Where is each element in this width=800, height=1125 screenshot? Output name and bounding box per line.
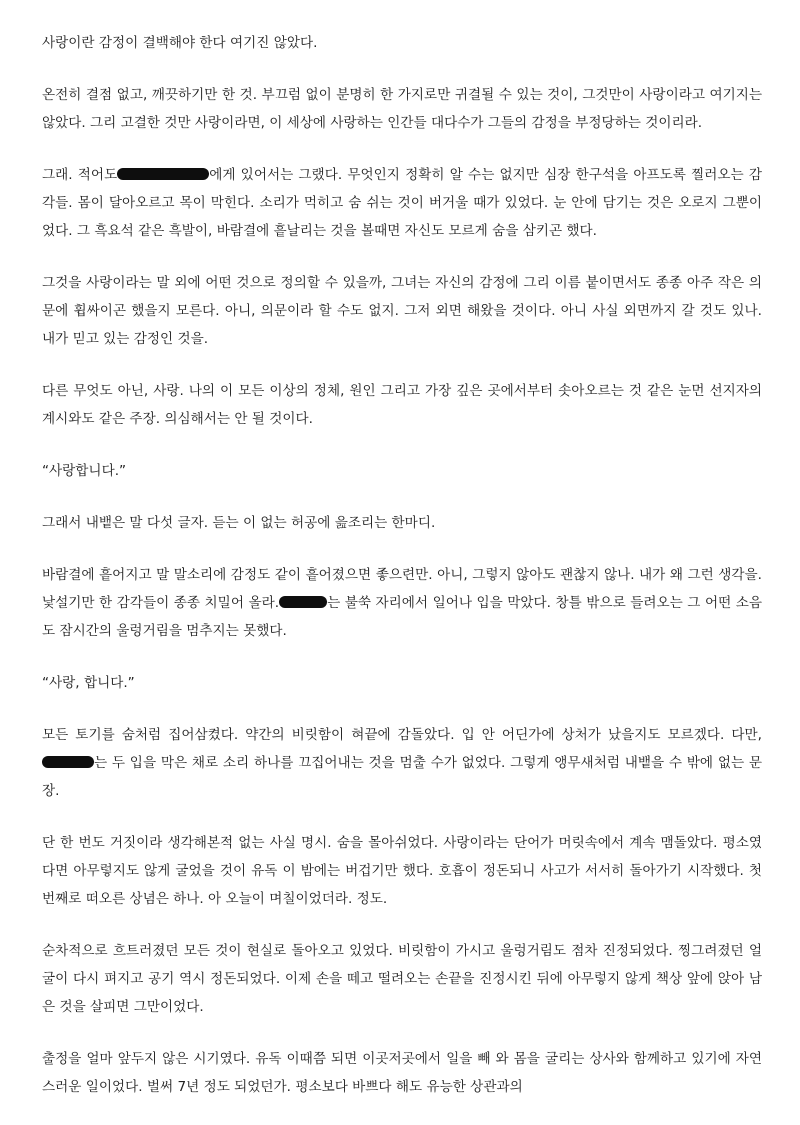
paragraph [42,829,762,913]
paragraph [42,1045,762,1101]
paragraph-text: “사랑, 합니다.” [42,675,135,691]
redaction-mark [117,168,209,180]
dialogue-line [42,669,762,697]
paragraph-text: 그래. 적어도 [42,167,118,183]
redaction-mark [279,596,327,608]
paragraph [42,0,762,57]
paragraph [42,509,762,537]
redaction-mark [42,756,94,768]
paragraph [42,721,762,805]
paragraph-text: 그것을 사랑이라는 말 외에 어떤 것으로 정의할 수 있을까, 그녀는 자신의 감정에 그리 이름 붙이면서도 종종 아주 작은 의문에 휩싸이곤 했을지 모른다. 아니, 의문이라 할 수도 없지. 그저 외면 해왔을 것이다. 아니 사실 외면까지 갈 것도 있나. 내가 믿고 있는 감정인 것을. [42,275,762,347]
paragraph-text: 다른 무엇도 아닌, 사랑. 나의 이 모든 이상의 정체, 원인 그리고 가장 깊은 곳에서부터 솟아오르는 것 같은 눈먼 선지자의 계시와도 같은 주장. 의심해서는 안 될 것이다. [42,383,762,427]
paragraph-text: 온전히 결점 없고, 깨끗하기만 한 것. 부끄럼 없이 분명히 한 가지로만 귀결될 수 있는 것이, 그것만이 사랑이라고 여기지는 않았다. 그리 고결한 것만 사랑이라면, 이 세상에 사랑하는 인간들 대다수가 그들의 감정을 부정당하는 것이리라. [42,87,762,131]
dialogue-line [42,457,762,485]
paragraph-text: “사랑합니다.” [42,463,127,479]
paragraph-text: 모든 토기를 숨처럼 집어삼켰다. 약간의 비릿함이 혀끝에 감돌았다. 입 안 어딘가에 상처가 났을지도 모르겠다. 다만, [42,727,762,743]
paragraph [42,937,762,1021]
paragraph [42,377,762,433]
paragraph-text: 순차적으로 흐트러졌던 모든 것이 현실로 돌아오고 있었다. 비릿함이 가시고 울렁거림도 점차 진정되었다. 찡그려졌던 얼굴이 다시 펴지고 공기 역시 정돈되었다. 이제 손을 떼고 떨려오는 손끝을 진정시킨 뒤에 아무렇지 않게 책상 앞에 앉아 남은 것을 살피면 그만이었다. [42,943,762,1015]
paragraph [42,161,762,245]
paragraph-text: 는 두 입을 막은 채로 소리 하나를 끄집어내는 것을 멈출 수가 없었다. 그렇게 앵무새처럼 내뱉을 수 밖에 없는 문장. [42,755,762,799]
paragraph-text: 사랑이란 감정이 결백해야 한다 여기진 않았다. [42,35,318,51]
paragraph-text: 에게 있어서는 그랬다. 무엇인지 정확히 알 수는 없지만 심장 한구석을 아프도록 찔러오는 감각들. 몸이 달아오르고 목이 막힌다. 소리가 먹히고 숨 쉬는 것이 버거울 때가 있었다. 눈 안에 담기는 것은 오로지 그뿐이었다. 그 흑요석 같은 흑발이, 바람결에 흩날리는 것을 볼때면 자신도 모르게 숨을 삼키곤 했다. [42,167,762,239]
paragraph-text: 출정을 얼마 앞두지 않은 시기였다. 유독 이때쯤 되면 이곳저곳에서 일을 빼 와 몸을 굴리는 상사와 함께하고 있기에 자연스러운 일이었다. 벌써 7년 정도 되었던가. 평소보다 바쁘다 해도 유능한 상관과의 [42,1051,762,1095]
paragraph [42,81,762,137]
paragraph [42,269,762,353]
paragraph-text: 단 한 번도 거짓이라 생각해본적 없는 사실 명시. 숨을 몰아쉬었다. 사랑이라는 단어가 머릿속에서 계속 맴돌았다. 평소였다면 아무렇지도 않게 굴었을 것이 유독 이 밤에는 버겁기만 했다. 호흡이 정돈되니 사고가 서서히 돌아가기 시작했다. 첫 번째로 떠오른 상념은 하나. 아 오늘이 며칠이었더라. 정도. [42,835,762,907]
document-body [42,0,762,1125]
paragraph [42,561,762,645]
paragraph-text: 는 불쑥 자리에서 일어나 입을 막았다. 창틀 밖으로 들려오는 그 어떤 소음도 잠시간의 울렁거림을 멈추지는 못했다. [42,595,762,639]
paragraph-text: 바람결에 흩어지고 말 말소리에 감정도 같이 흩어졌으면 좋으련만. 아니, 그렇지 않아도 괜찮지 않나. 내가 왜 그런 생각을. 낯설기만 한 감각들이 종종 치밀어 올라. [42,567,762,611]
paragraph-text: 그래서 내뱉은 말 다섯 글자. 듣는 이 없는 허공에 읊조리는 한마디. [42,515,436,531]
